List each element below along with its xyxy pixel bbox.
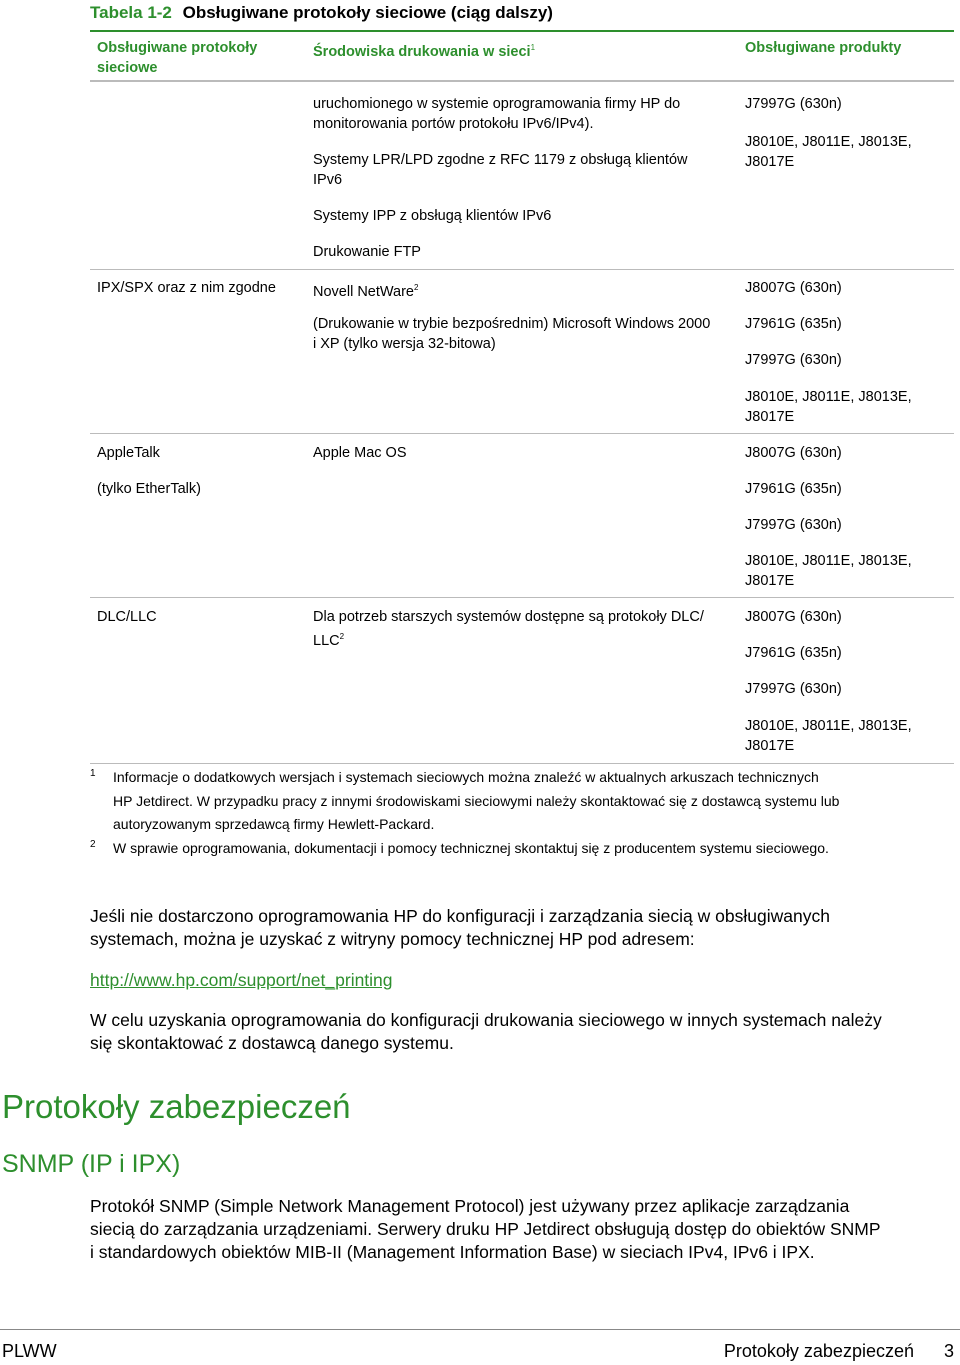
row1-protocol: IPX/SPX oraz z nim zgodne: [97, 280, 276, 296]
row3-env-1-sup: 2: [339, 632, 345, 641]
support-link[interactable]: http://www.hp.com/support/net_printing: [90, 970, 393, 990]
paragraph-software-line1: Jeśli nie dostarczono oprogramowania HP do konfiguracji i zarządzania siecią w obsługiwanych: [90, 906, 830, 926]
row3-prod-4b: J8017E: [745, 738, 795, 754]
paragraph-snmp: [90, 1195, 956, 1264]
row0-env-2: [313, 150, 733, 190]
row2-protocol-2: (tylko EtherTalk): [97, 481, 201, 497]
footnote-1: [90, 766, 954, 837]
row1-prod-4a: J8010E, J8011E, J8013E,: [745, 389, 912, 405]
row1-env-2a: (Drukowanie w trybie bezpośrednim) Microsoft Windows 2000: [313, 316, 711, 332]
row3-prod-4: [745, 716, 945, 756]
table-row: [90, 270, 954, 434]
row2-prod-4b: J8017E: [745, 573, 795, 589]
footnote-2-num: 2: [90, 838, 96, 850]
row1-prod-3: J7997G (630n): [745, 352, 842, 368]
paragraph-snmp-line1: Protokół SNMP (Simple Network Management Protocol) jest używany przez aplikacje zarządzania: [90, 1196, 850, 1216]
row1-env-2: [313, 314, 733, 354]
footer-locale: PLWW: [2, 1341, 57, 1361]
paragraph-snmp-line2: siecią do zarządzania urządzeniami. Serwery druku HP Jetdirect obsługują dostęp do obiektów SNMP: [90, 1219, 881, 1239]
subsection-heading: SNMP (IP i IPX): [2, 1150, 181, 1178]
row2-prod-4: [745, 551, 945, 591]
row0-prod-1: J7997G (630n): [745, 96, 842, 112]
row0-env-3: Systemy IPP z obsługą klientów IPv6: [313, 208, 552, 224]
row3-protocol: DLC/LLC: [97, 609, 157, 625]
row1-prod-1: J8007G (630n): [745, 280, 842, 296]
footnote-2-line1: W sprawie oprogramowania, dokumentacji i pomocy technicznej skontaktuj się z producentem systemu sieciowego.: [113, 839, 829, 856]
header-protocols-line1: Obsługiwane protokoły: [97, 40, 258, 56]
table-caption-label: Tabela 1-2: [90, 3, 172, 22]
row3-env-1a: Dla potrzeb starszych systemów dostępne są protokoły DLC/: [313, 609, 704, 625]
row0-prod-2: [745, 132, 945, 172]
row2-prod-3: J7997G (630n): [745, 517, 842, 533]
header-environments-sup: 1: [530, 43, 536, 52]
paragraph-other-systems-line1: W celu uzyskania oprogramowania do konfiguracji drukowania sieciowego w innych systemach należy: [90, 1010, 882, 1030]
footer-section: [724, 1341, 954, 1362]
paragraph-other-systems-line2: się skontaktować z dostawcą danego systemu.: [90, 1033, 454, 1053]
row1-env-1: [313, 278, 733, 302]
row2-protocol-1: AppleTalk: [97, 445, 160, 461]
page-number: 3: [943, 1341, 954, 1361]
row1-prod-4b: J8017E: [745, 409, 795, 425]
table-row: [90, 434, 954, 598]
paragraph-software-line2: systemach, można je uzyskać z witryny pomocy technicznej HP pod adresem:: [90, 929, 695, 949]
row3-prod-2: J7961G (635n): [745, 645, 842, 661]
table-caption-rule: [90, 30, 954, 32]
table-row: [90, 598, 954, 764]
row2-prod-4a: J8010E, J8011E, J8013E,: [745, 553, 912, 569]
table-caption-title: Obsługiwane protokoły sieciowe (ciąg dalszy): [182, 3, 553, 22]
footnote-1-line1: Informacje o dodatkowych wersjach i systemach sieciowych można znaleźć w aktualnych arkuszach technicznych: [113, 769, 819, 785]
row3-prod-3: J7997G (630n): [745, 681, 842, 697]
footnote-2: [90, 837, 954, 861]
header-protocols-line2: sieciowe: [97, 60, 158, 76]
footnote-1-num: 1: [90, 768, 96, 779]
table-caption: [90, 2, 954, 32]
table-footnotes: [90, 766, 954, 860]
paragraph-software: [90, 905, 956, 951]
table-header: [90, 36, 954, 82]
support-link-wrap: [90, 969, 956, 992]
header-environments: [313, 38, 535, 62]
row0-env-1a: uruchomionego w systemie oprogramowania firmy HP do: [313, 96, 681, 112]
footer-section-title: Protokoły zabezpieczeń: [723, 1341, 914, 1361]
row0-env-2b: IPv6: [313, 172, 343, 188]
header-products: Obsługiwane produkty: [745, 40, 902, 56]
row0-prod-2a: J8010E, J8011E, J8013E,: [745, 134, 912, 150]
row0-env-4: Drukowanie FTP: [313, 244, 421, 260]
header-environments-text: Środowiska drukowania w sieci: [313, 43, 531, 60]
table-row: [90, 84, 954, 270]
section-heading: Protokoły zabezpieczeń: [2, 1088, 351, 1125]
header-protocols: [97, 38, 257, 78]
row3-env-1b: LLC: [313, 632, 340, 649]
footnote-1-line2: HP Jetdirect. W przypadku pracy z innymi środowiskami sieciowymi należy skontaktować się z dostawcą systemu lub: [113, 792, 840, 809]
row3-prod-4a: J8010E, J8011E, J8013E,: [745, 718, 912, 734]
row2-prod-1: J8007G (630n): [745, 445, 842, 461]
row1-env-1-text: Novell NetWare: [313, 283, 414, 300]
row3-env-1: [313, 607, 733, 651]
row0-prod-2b: J8017E: [745, 154, 795, 170]
paragraph-snmp-line3: i standardowych obiektów MIB-II (Management Information Base) w sieciach IPv4, IPv6 i IPX.: [90, 1242, 815, 1262]
row2-prod-2: J7961G (635n): [745, 481, 842, 497]
row1-env-2b: i XP (tylko wersja 32-bitowa): [313, 336, 496, 352]
row0-env-1b: monitorowania portów protokołu IPv6/IPv4).: [313, 116, 594, 132]
row3-prod-1: J8007G (630n): [745, 609, 842, 625]
footer-rule: [0, 1329, 960, 1330]
row2-env-1: Apple Mac OS: [313, 445, 407, 461]
row1-prod-2: J7961G (635n): [745, 316, 842, 332]
paragraph-other-systems: [90, 1009, 956, 1055]
row0-env-1: [313, 94, 733, 134]
row1-env-1-sup: 2: [414, 283, 419, 292]
footnote-1-line3: autoryzowanym sprzedawcą firmy Hewlett-Packard.: [113, 816, 435, 832]
row0-env-2a: Systemy LPR/LPD zgodne z RFC 1179 z obsługą klientów: [313, 152, 688, 168]
row1-prod-4: [745, 387, 945, 427]
